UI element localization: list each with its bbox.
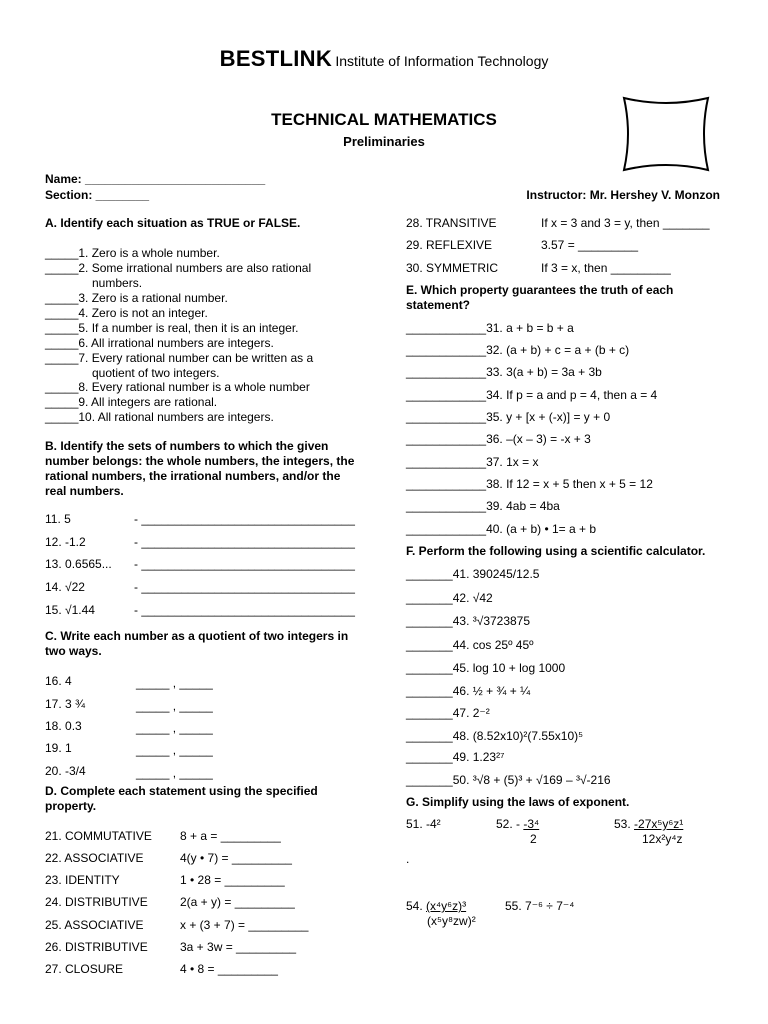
section-f-item: _______41. 390245/12.5 [406,567,540,581]
section-a-item: _____7. Every rational number can be written as a [45,351,314,365]
section-b-item: 15. √1.44 [45,603,95,617]
section-a-item: _____8. Every rational number is a whole number [45,380,310,394]
section-c-item: 16. 4 [45,674,72,688]
section-e-item: ____________32. (a + b) + c = a + (b + c) [406,343,630,357]
section-b-item: 14. √22 [45,580,85,594]
institution-header [0,46,768,72]
property-label: 21. COMMUTATIVE [45,829,152,843]
section-e-item: ____________33. 3(a + b) = 3a + 3b [406,365,602,379]
question-prefix: 54. [406,899,423,913]
section-b-item: 11. 5 [45,512,71,526]
property-expression: 3.57 = _________ [541,238,639,252]
section-e-item: ____________35. y + [x + (-x)] = y + 0 [406,410,611,424]
document-title: TECHNICAL MATHEMATICS [271,110,497,129]
question-prefix: 52. - [496,817,521,831]
section-f-item: _______44. cos 25º 45º [406,638,534,652]
section-a-item: _____9. All integers are rational. [45,395,218,409]
property-expression: 1 • 28 = _________ [180,873,285,887]
property-label: 29. REFLEXIVE [406,238,493,252]
fraction-denominator: (x⁵y⁸zw)² [427,914,476,928]
section-a-item: _____2. Some irrational numbers are also rational [45,261,312,275]
section-e-item: ____________36. –(x – 3) = -x + 3 [406,432,591,446]
section-c-item: 18. 0.3 [45,719,82,733]
exponent-question-54 [406,899,466,913]
section-a-item: _____3. Zero is a rational number. [45,291,228,305]
answer-blank: - ________________________________ [134,535,355,549]
exponent-question-55: 55. 7⁻⁶ ÷ 7⁻⁴ [505,899,575,913]
question-prefix: 53. [614,817,631,831]
name-field-label: Name: ___________________________ [45,172,266,186]
fraction-numerator: -27x⁵y⁶z¹ [634,817,684,831]
section-f-item: _______45. log 10 + log 1000 [406,661,566,675]
section-a-item: _____4. Zero is not an integer. [45,306,208,320]
fraction-numerator: -3⁴ [523,817,540,831]
answer-blank: - ________________________________ [134,512,355,526]
section-f-item: _______50. ³√8 + (5)³ + √169 – ³√-216 [406,773,611,787]
section-a-item: numbers. [92,276,143,290]
section-a-item: _____5. If a number is real, then it is an integer. [45,321,299,335]
answer-blank: - ________________________________ [134,603,355,617]
property-expression: 8 + a = _________ [180,829,281,843]
exponent-question-51: 51. -4² [406,817,441,831]
section-a-heading: A. Identify each situation as TRUE or FALSE. [45,216,301,230]
photo-frame-icon [618,94,714,174]
section-a-item: _____1. Zero is a whole number. [45,246,220,260]
property-label: 30. SYMMETRIC [406,261,499,275]
fraction-denominator: 12x²y⁴z [642,832,683,846]
section-a-item: quotient of two integers. [92,366,220,380]
section-f-item: _______49. 1.23²⁷ [406,750,505,764]
answer-blank: - ________________________________ [134,557,355,571]
section-e-item: ____________39. 4ab = 4ba [406,499,560,513]
property-expression: 4(y • 7) = _________ [180,851,292,865]
section-f-item: _______43. ³√3723875 [406,614,531,628]
property-expression: 3a + 3w = _________ [180,940,297,954]
answer-blank: _____ , _____ [136,676,213,690]
section-c-heading: C. Write each number as a quotient of two integers in two ways. [45,629,349,658]
section-e-item: ____________34. If p = a and p = 4, then a = 4 [406,388,658,402]
section-e-item: ____________38. If 12 = x + 5 then x + 5 = 12 [406,477,653,491]
section-c-item: 17. 3 ¾ [45,697,86,711]
property-expression: If x = 3 and 3 = y, then _______ [541,216,710,230]
answer-blank: _____ , _____ [136,766,213,780]
property-label: 24. DISTRIBUTIVE [45,895,148,909]
property-label: 23. IDENTITY [45,873,120,887]
section-e-item: ____________31. a + b = b + a [406,321,574,335]
property-label: 27. CLOSURE [45,962,124,976]
section-a-item: _____10. All rational numbers are integers. [45,410,274,424]
answer-blank: _____ , _____ [136,721,213,735]
answer-blank: _____ , _____ [136,743,213,757]
section-f-item: _______47. 2⁻² [406,706,490,720]
section-e-item: ____________40. (a + b) • 1= a + b [406,522,597,536]
property-label: 25. ASSOCIATIVE [45,918,144,932]
section-f-item: _______42. √42 [406,591,493,605]
section-d-heading: D. Complete each statement using the specified property. [45,784,318,813]
section-b-item: 12. -1.2 [45,535,86,549]
section-g-heading: G. Simplify using the laws of exponent. [406,795,630,809]
section-c-item: 19. 1 [45,741,72,755]
section-f-item: _______48. (8.52x10)²(7.55x10)⁵ [406,729,584,743]
property-label: 26. DISTRIBUTIVE [45,940,148,954]
section-f-item: _______46. ½ + ¾ + ¼ [406,684,531,698]
property-expression: 4 • 8 = _________ [180,962,278,976]
section-b-item: 13. 0.6565... [45,557,112,571]
brand-name: BESTLINK [219,46,333,71]
fraction-numerator: (x⁴y⁶z)³ [426,899,467,913]
answer-blank: _____ , _____ [136,699,213,713]
property-expression: 2(a + y) = _________ [180,895,295,909]
section-e-heading: E. Which property guarantees the truth of each statement? [406,283,674,312]
property-label: 22. ASSOCIATIVE [45,851,144,865]
fraction-denominator: 2 [530,832,537,846]
section-a-item: _____6. All irrational numbers are integers. [45,336,274,350]
stray-dot: . [406,852,410,866]
instructor-label: Instructor: Mr. Hershey V. Monzon [526,188,720,202]
institute-name: Institute of Information Technology [335,53,549,69]
section-c-item: 20. -3/4 [45,764,86,778]
section-f-heading: F. Perform the following using a scientific calculator. [406,544,706,558]
exponent-question-53 [614,817,683,831]
section-field-label: Section: ________ [45,188,150,202]
document-subtitle: Preliminaries [343,134,425,149]
exponent-question-52 [496,817,539,831]
section-b-heading: B. Identify the sets of numbers to which the given number belongs: the whole numbers, the integers, the rational numbers, the irrational numbers, and/or the real numbers. [45,439,355,498]
property-label: 28. TRANSITIVE [406,216,497,230]
answer-blank: - ________________________________ [134,580,355,594]
property-expression: If 3 = x, then _________ [541,261,671,275]
property-expression: x + (3 + 7) = _________ [180,918,309,932]
section-e-item: ____________37. 1x = x [406,455,539,469]
